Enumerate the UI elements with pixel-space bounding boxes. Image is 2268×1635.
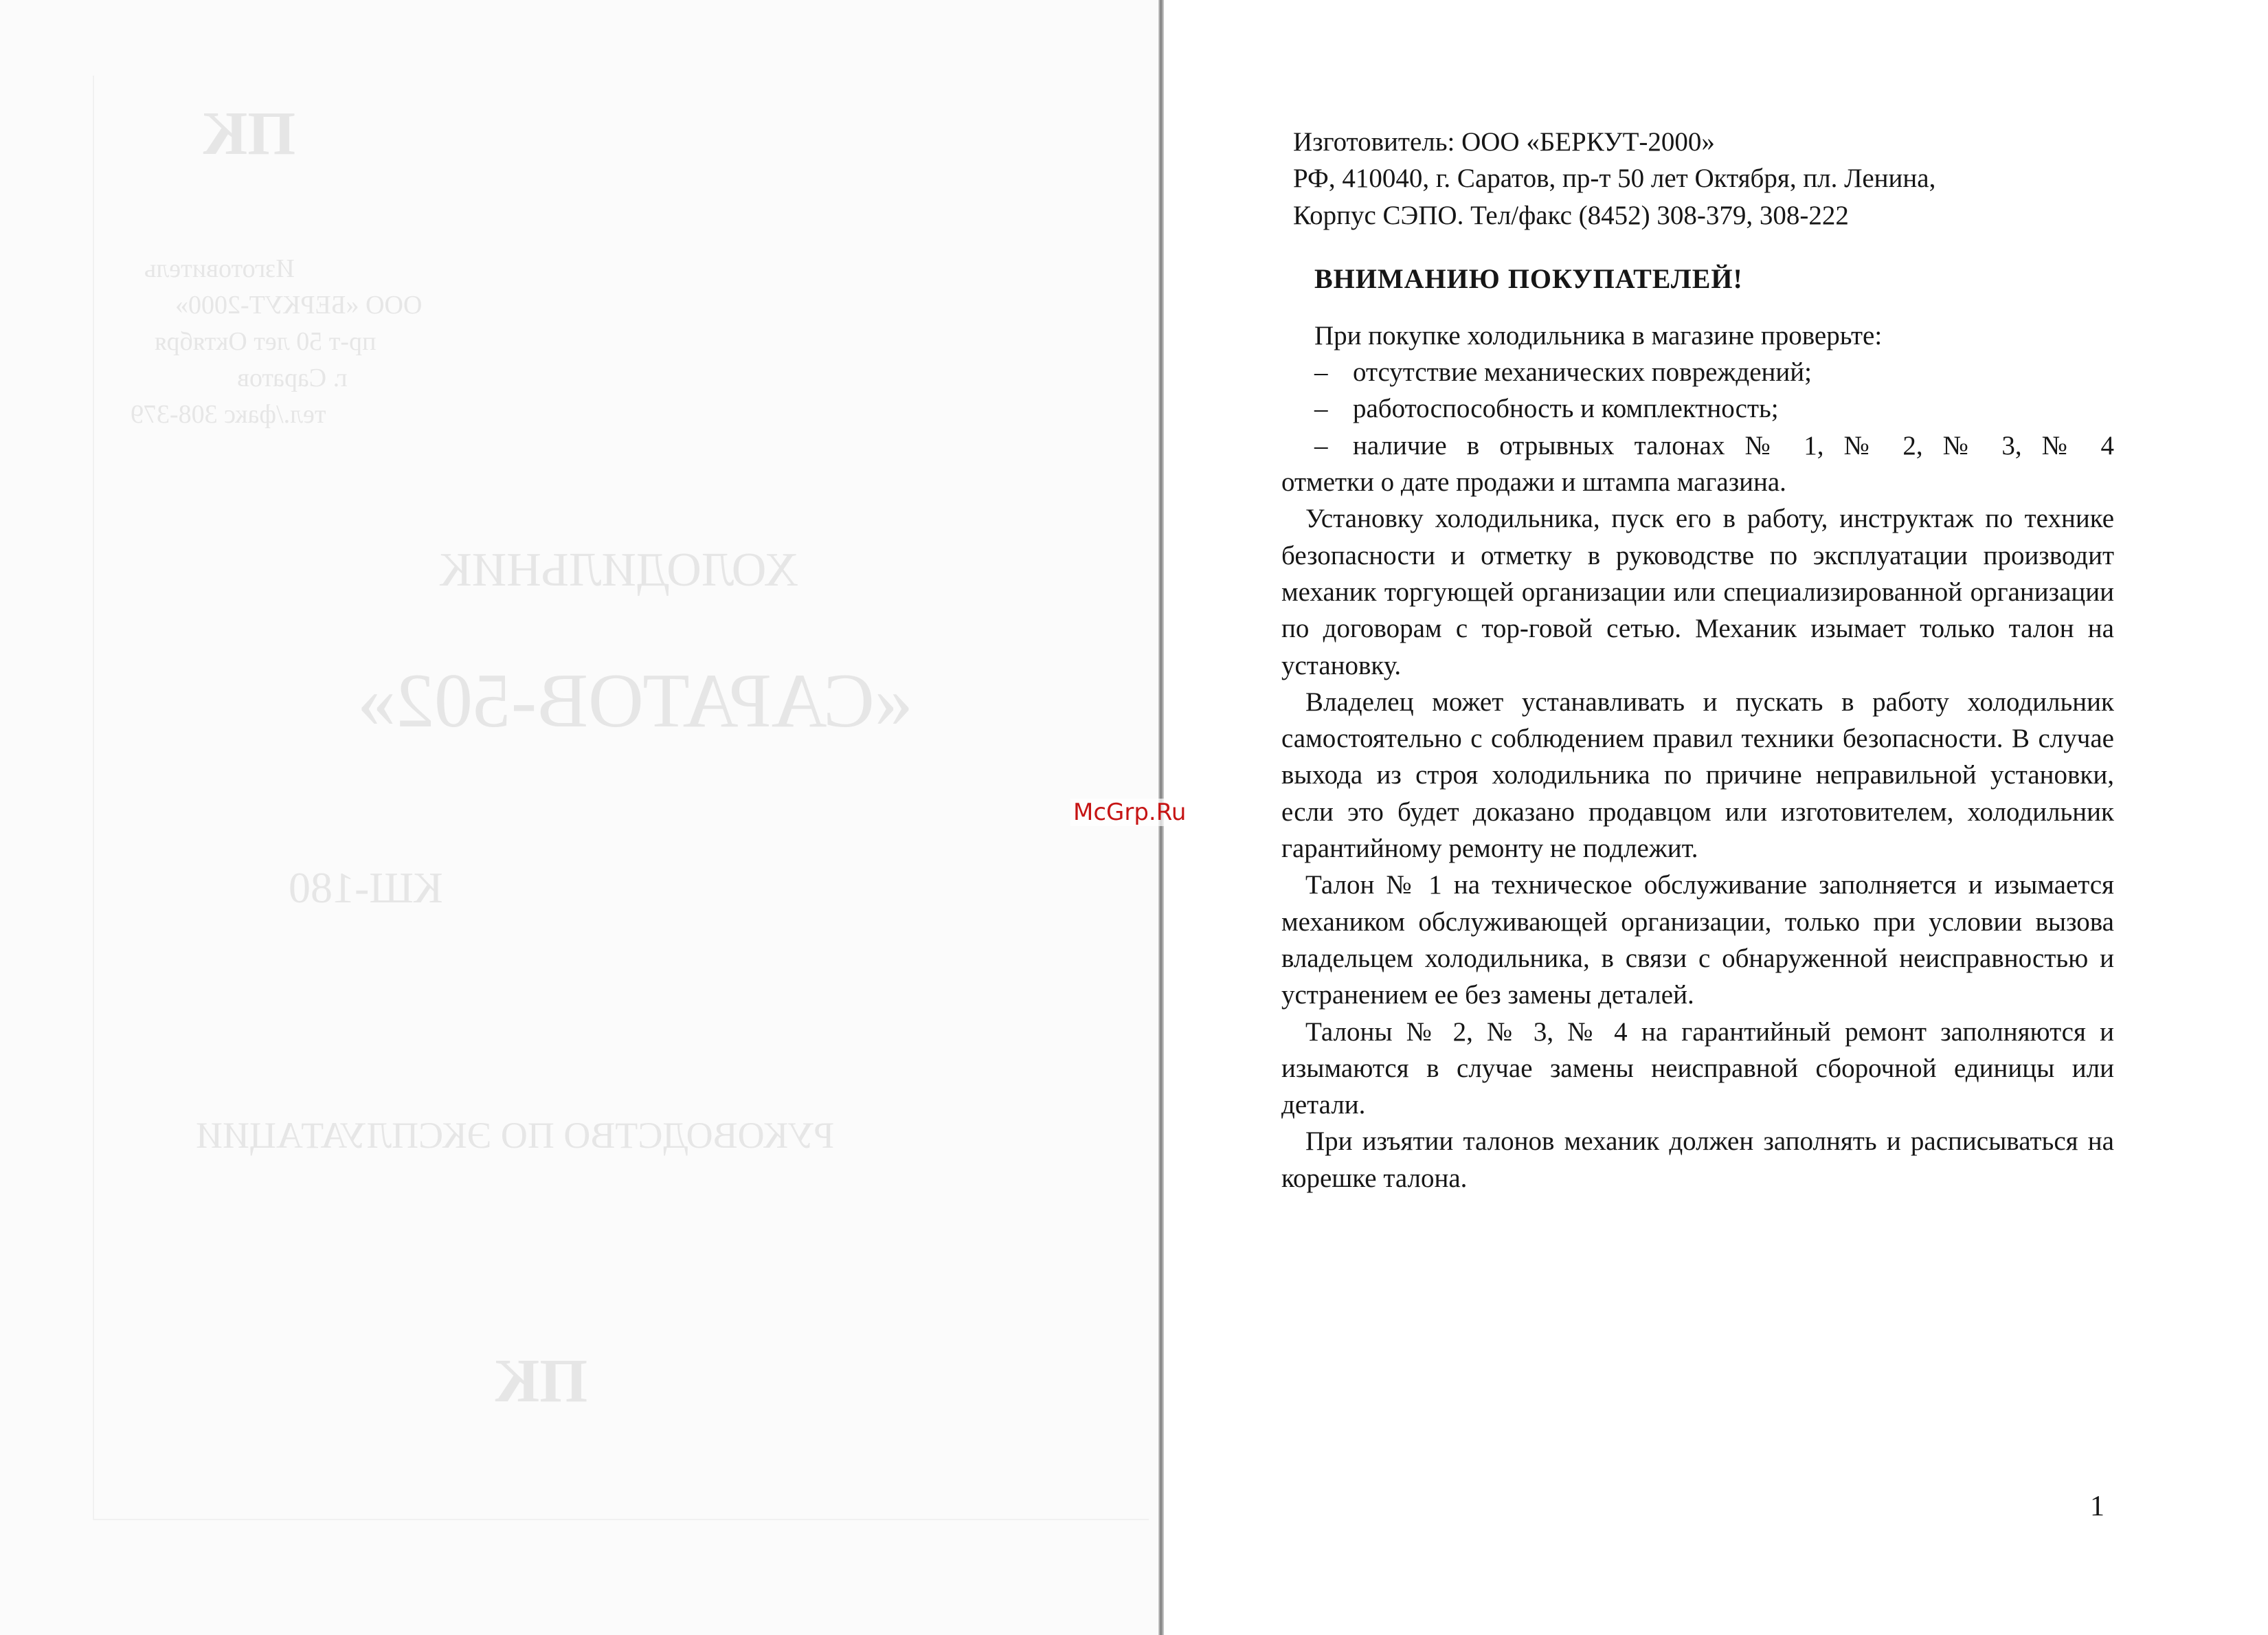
ghost-title: ХОЛОДИЛЬНИК — [440, 544, 799, 597]
ghost-line-1: Изготовитель — [144, 254, 295, 283]
ghost-line-2: ООО «БЕРКУТ-2000» — [175, 291, 423, 320]
bullet-dash: – — [1314, 394, 1328, 424]
ghost-footer: ПК — [495, 1347, 588, 1415]
checklist-item-continuation: отметки о дате продажи и штампа магазина. — [1281, 467, 1786, 498]
contacts-line: Корпус СЭПО. Тел/факс (8452) 308-379, 308-222 — [1293, 200, 1849, 230]
bullet-dash: – — [1314, 430, 1328, 460]
checklist-item-text: работоспособность и комплектность; — [1353, 394, 1779, 424]
notice-heading: ВНИМАНИЮ ПОКУПАТЕЛЕЙ! — [1314, 263, 1743, 294]
paragraph-installation: Установку холодильника, пуск его в работу, инструктаж по технике безопасности и отметку в руководстве по эксплуатации производит механик торгующей организации или специализированной организации по договорам с тор-говой сетью. Механик изымает только талон на установку. — [1281, 504, 2114, 680]
ghost-code: КШ-180 — [289, 863, 443, 912]
watermark: McGrp.Ru — [1070, 799, 1189, 826]
bullet-dash: – — [1314, 357, 1328, 388]
checklist-item — [1314, 354, 2114, 390]
ghost-manual: РУКОВОДСТВО ПО ЭКСПЛУАТАЦИИ — [196, 1115, 835, 1156]
manufacturer-line: Изготовитель: ООО «БЕРКУТ-2000» — [1293, 127, 1715, 157]
checklist-item-text: наличие в отрывных талонах № 1, № 2, № 3, № 4 — [1353, 430, 2114, 460]
checklist-intro: При покупке холодильника в магазине проверьте: — [1314, 320, 1883, 351]
page-number: 1 — [2090, 1491, 2104, 1522]
paragraph-coupons-2-4: Талоны № 2, № 3, № 4 на гарантийный ремонт заполняются и изымаются в случае замены неисправной сборочной единицы или детали. — [1281, 1016, 2114, 1120]
address-line: РФ, 410040, г. Саратов, пр-т 50 лет Октября, пл. Ленина, — [1293, 164, 1936, 194]
ghost-brand: ПК — [203, 100, 296, 168]
page-text — [1281, 124, 2114, 1197]
ghost-line-4: г. Саратов — [237, 364, 348, 392]
checklist-item-text: отсутствие механических повреждений; — [1353, 357, 1812, 388]
paragraph-owner: Владелец может устанавливать и пускать в работу холодильник самостоятельно с соблюдением правил техники безопасности. В случае выхода из строя холодильника по причине неправильной установки, если это будет доказано продавцом или изготовителем, холодильник гарантийному ремонту не подлежит. — [1281, 687, 2114, 864]
checklist-item — [1314, 390, 2114, 427]
ghost-line-3: пр-т 50 лет Октября — [155, 327, 377, 356]
checklist-item — [1314, 427, 2114, 464]
ghost-line-5: тел./факс 308-379 — [131, 400, 326, 429]
ghost-model: «САРАТОВ-502» — [357, 658, 913, 744]
paragraph-coupon-1: Талон № 1 на техническое обслуживание заполняется и изымается механиком обслуживающей организации, только при условии вызова владельцем холодильника, в связи с обнаруженной неисправностью и устранением ее без замены деталей. — [1281, 870, 2114, 1010]
paragraph-removal: При изъятии талонов механик должен заполнять и расписываться на корешке талона. — [1281, 1126, 2114, 1193]
